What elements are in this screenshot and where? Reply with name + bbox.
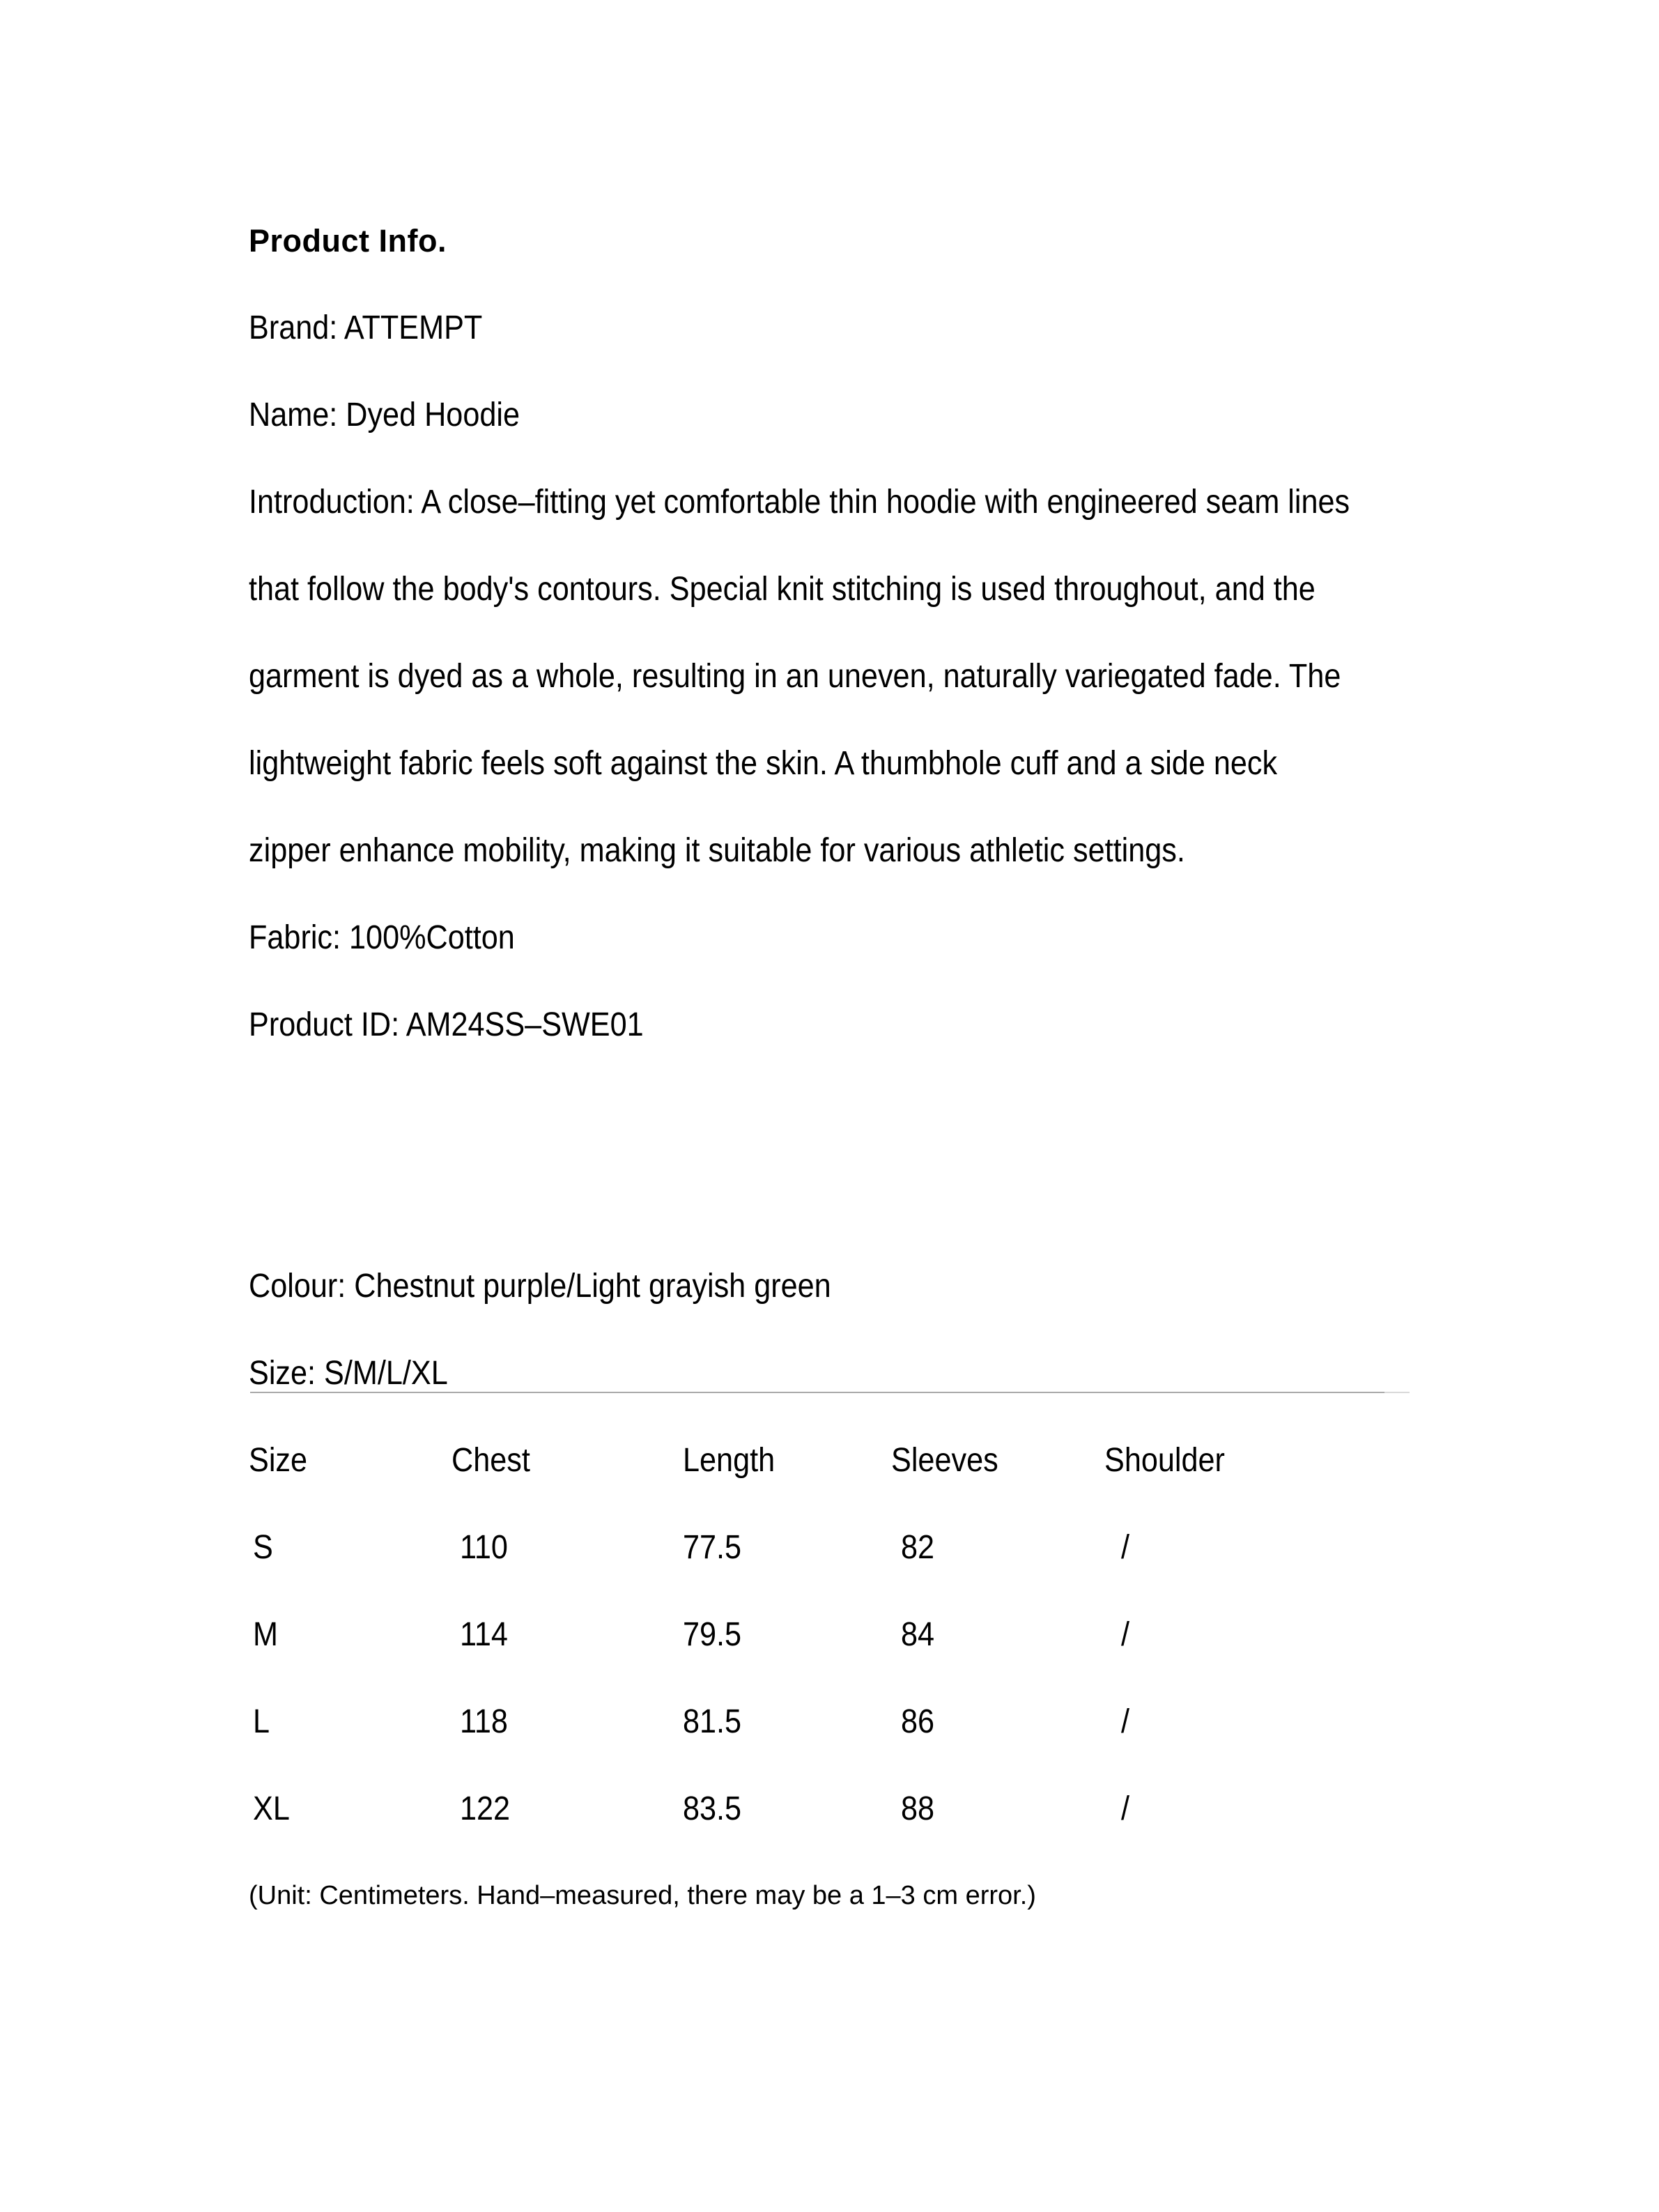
header-length — [683, 1417, 891, 1504]
cell-sleeves-text: 86 — [901, 1703, 935, 1740]
cell-length-text: 83.5 — [683, 1790, 742, 1827]
cell-size-text: S — [253, 1529, 273, 1566]
cell-chest-text: 110 — [460, 1529, 508, 1566]
table-row-m — [249, 1591, 1426, 1678]
header-size — [249, 1417, 452, 1504]
cell-size — [249, 1504, 452, 1591]
divider-rule — [250, 1392, 1410, 1393]
cell-shoulder-text: / — [1121, 1790, 1130, 1827]
header-size-text: Size — [249, 1442, 308, 1479]
cell-size-text: XL — [253, 1790, 290, 1827]
cell-chest — [452, 1591, 683, 1678]
header-shoulder — [1104, 1417, 1426, 1504]
cell-chest-text: 118 — [460, 1703, 508, 1740]
header-sleeves — [891, 1417, 1104, 1504]
intro-line-2 — [249, 546, 1426, 633]
intro-text-5: zipper enhance mobility, making it suitable for various athletic settings. — [249, 832, 1185, 869]
cell-chest — [452, 1504, 683, 1591]
cell-shoulder — [1104, 1504, 1426, 1591]
cell-size-text: M — [253, 1616, 278, 1653]
cell-length — [683, 1765, 891, 1852]
fabric-text: Fabric: 100%Cotton — [249, 919, 515, 956]
intro-line-4 — [249, 720, 1426, 807]
cell-shoulder — [1104, 1765, 1426, 1852]
header-chest — [452, 1417, 683, 1504]
cell-size — [249, 1678, 452, 1765]
cell-shoulder-text: / — [1121, 1616, 1130, 1653]
cell-shoulder-text: / — [1121, 1529, 1130, 1566]
cell-size — [249, 1765, 452, 1852]
intro-line-5 — [249, 807, 1426, 894]
page-title — [249, 197, 1426, 284]
page-title-text: Product Info. — [249, 223, 447, 259]
cell-chest — [452, 1678, 683, 1765]
brand-text: Brand: ATTEMPT — [249, 309, 483, 346]
colour-text: Colour: Chestnut purple/Light grayish green — [249, 1268, 831, 1305]
colour-line — [249, 1243, 1426, 1330]
unit-note-line — [249, 1852, 1426, 1940]
brand-line — [249, 284, 1426, 371]
product-id-text: Product ID: AM24SS–SWE01 — [249, 1006, 644, 1043]
cell-sleeves-text: 82 — [901, 1529, 935, 1566]
fabric-line — [249, 894, 1426, 981]
product-info-sheet — [249, 197, 1426, 1940]
name-line — [249, 371, 1426, 459]
intro-text-3: garment is dyed as a whole, resulting in an uneven, naturally variegated fade. The — [249, 658, 1341, 695]
header-sleeves-text: Sleeves — [891, 1442, 998, 1479]
cell-size-text: L — [253, 1703, 270, 1740]
table-row-s — [249, 1504, 1426, 1591]
cell-chest — [452, 1765, 683, 1852]
cell-sleeves — [891, 1678, 1104, 1765]
cell-sleeves-text: 88 — [901, 1790, 935, 1827]
cell-length — [683, 1504, 891, 1591]
cell-shoulder — [1104, 1678, 1426, 1765]
cell-sleeves — [891, 1591, 1104, 1678]
unit-note-text: (Unit: Centimeters. Hand–measured, there may be a 1–3 cm error.) — [249, 1881, 1036, 1910]
cell-sleeves-text: 84 — [901, 1616, 935, 1653]
table-row-xl — [249, 1765, 1426, 1852]
table-row-l — [249, 1678, 1426, 1765]
product-id-line — [249, 981, 1426, 1068]
cell-sleeves — [891, 1765, 1104, 1852]
cell-length-text: 81.5 — [683, 1703, 742, 1740]
intro-line-3 — [249, 633, 1426, 720]
cell-length — [683, 1591, 891, 1678]
cell-length-text: 79.5 — [683, 1616, 742, 1653]
header-chest-text: Chest — [452, 1442, 530, 1479]
intro-text-2: that follow the body's contours. Special knit stitching is used throughout, and the — [249, 571, 1315, 608]
cell-shoulder — [1104, 1591, 1426, 1678]
cell-shoulder-text: / — [1121, 1703, 1130, 1740]
header-shoulder-text: Shoulder — [1104, 1442, 1225, 1479]
cell-sleeves — [891, 1504, 1104, 1591]
name-text: Name: Dyed Hoodie — [249, 397, 520, 433]
size-text: Size: S/M/L/XL — [249, 1355, 448, 1392]
cell-length-text: 77.5 — [683, 1529, 742, 1566]
cell-length — [683, 1678, 891, 1765]
intro-line-1 — [249, 459, 1426, 546]
intro-text-4: lightweight fabric feels soft against the skin. A thumbhole cuff and a side neck — [249, 745, 1278, 782]
header-length-text: Length — [683, 1442, 776, 1479]
size-table-header-row — [249, 1417, 1426, 1504]
cell-chest-text: 114 — [460, 1616, 508, 1653]
intro-text-1: Introduction: A close–fitting yet comfortable thin hoodie with engineered seam lines — [249, 484, 1350, 521]
size-line — [249, 1330, 1426, 1417]
cell-chest-text: 122 — [460, 1790, 511, 1827]
cell-size — [249, 1591, 452, 1678]
blank-gap — [249, 1068, 1426, 1243]
